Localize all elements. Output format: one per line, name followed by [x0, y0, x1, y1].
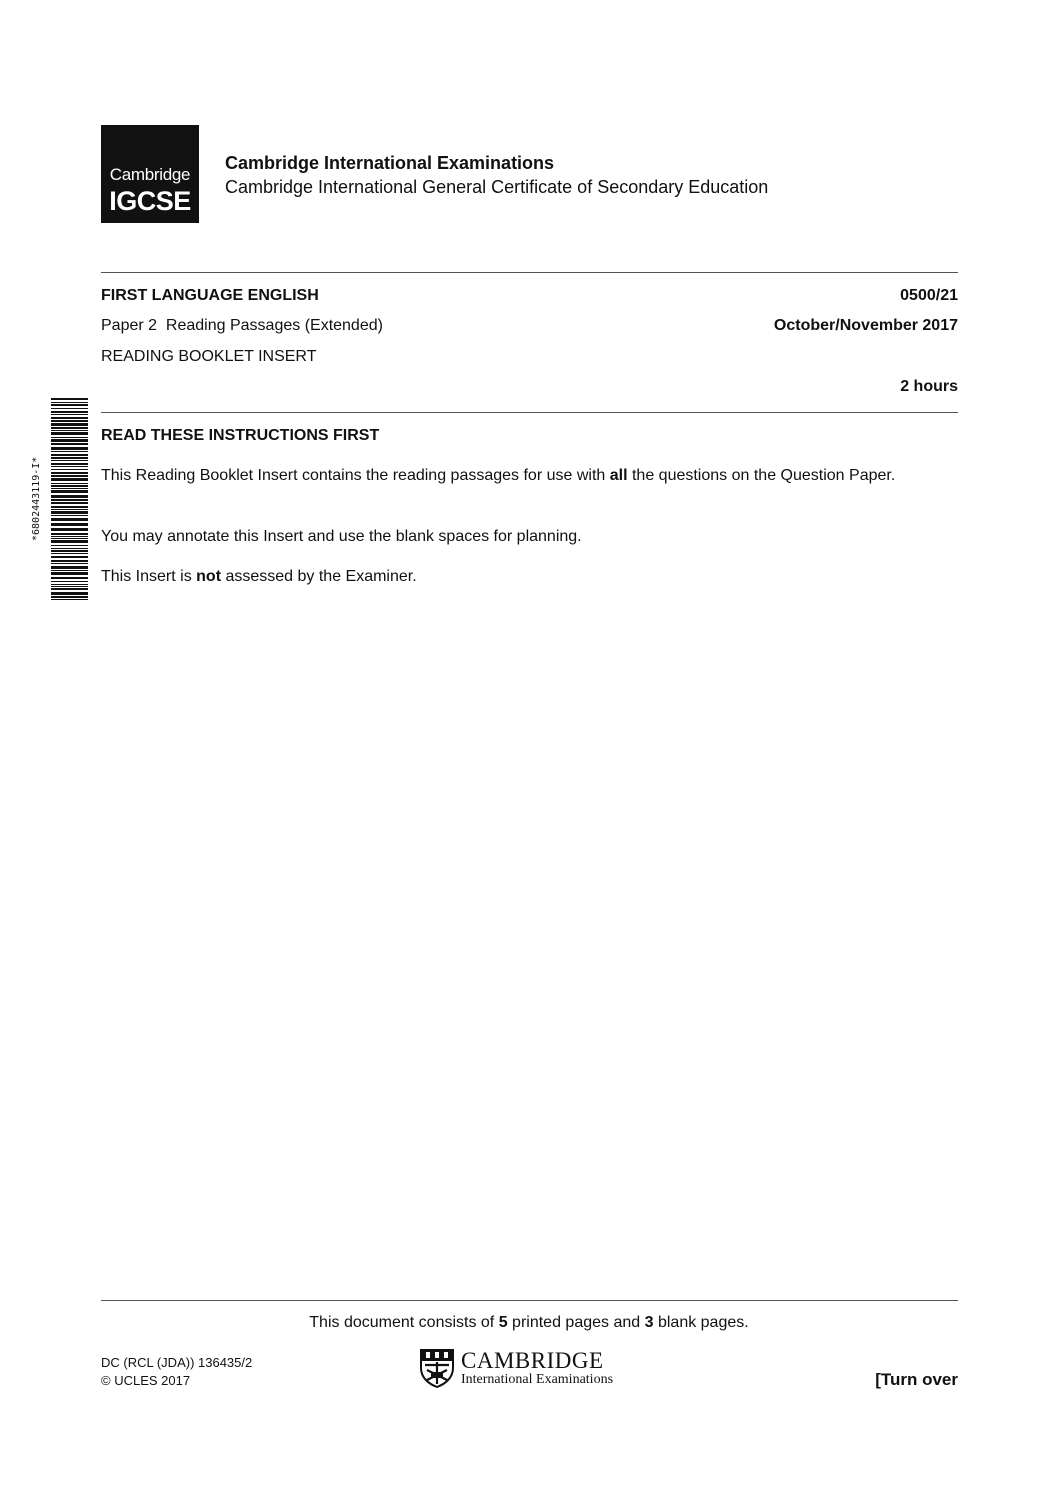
logo-cambridge-text: Cambridge — [109, 165, 191, 184]
barcode-bar-8 — [51, 423, 88, 426]
page-count-text-a: This document consists of — [309, 1314, 499, 1331]
instruction-3-text-a: This Insert is — [101, 568, 197, 585]
barcode-bar-7 — [51, 420, 88, 422]
barcode-bar-17 — [51, 454, 88, 456]
footer-rule — [101, 1300, 958, 1301]
page-count-note — [0, 1314, 1058, 1332]
barcode-bar-33 — [51, 506, 88, 508]
booklet-title: READING BOOKLET INSERT — [101, 348, 317, 365]
barcode-bar-45 — [51, 548, 88, 549]
barcode-bar-19 — [51, 460, 88, 461]
barcode-bar-49 — [51, 560, 88, 562]
barcode-bar-9 — [51, 427, 88, 429]
instruction-paragraph-2: You may annotate this Insert and use the blank spaces for planning. — [101, 528, 582, 545]
barcode-bar-38 — [51, 523, 88, 526]
cambridge-crest-icon — [419, 1348, 455, 1388]
barcode-bar-55 — [51, 581, 88, 582]
barcode-bar-58 — [51, 588, 88, 590]
barcode-bar-32 — [51, 502, 88, 504]
barcode-bar-35 — [51, 511, 88, 514]
barcode-bar-48 — [51, 556, 88, 558]
barcode-bar-37 — [51, 518, 88, 521]
barcode-bar-26 — [51, 483, 88, 484]
barcode-bar-29 — [51, 490, 88, 493]
syllabus-code: 0500/21 — [900, 287, 958, 304]
barcode-digits: *6802443119-I* — [31, 456, 42, 542]
barcode-bar-6 — [51, 417, 88, 419]
instructions-heading: READ THESE INSTRUCTIONS FIRST — [101, 427, 380, 444]
barcode-bar-60 — [51, 596, 88, 598]
paper-title: Paper 2 Reading Passages (Extended) — [101, 317, 383, 334]
instruction-1-text-a: This Reading Booklet Insert contains the reading passages for use with — [101, 467, 610, 484]
barcode-bar-14 — [51, 443, 88, 445]
instruction-1-text-b: the questions on the Question Paper. — [627, 467, 896, 484]
barcode-bar-10 — [51, 430, 88, 431]
cambridge-subtitle: International Examinations — [461, 1372, 614, 1387]
barcode-bar-52 — [51, 570, 88, 571]
copyright-notice: © UCLES 2017 — [101, 1373, 191, 1388]
barcode-bar-28 — [51, 488, 88, 489]
barcode-bar-4 — [51, 411, 88, 413]
barcode-bar-24 — [51, 475, 88, 477]
barcode-bar-61 — [51, 599, 88, 600]
barcode-bar-18 — [51, 457, 88, 459]
barcode-bar-23 — [51, 472, 88, 474]
instruction-3-text-b: assessed by the Examiner. — [221, 568, 417, 585]
barcode-bar-53 — [51, 572, 88, 575]
barcode-bar-0 — [51, 398, 88, 400]
org-title: Cambridge International Examinations — [225, 153, 555, 173]
barcode-bar-56 — [51, 584, 88, 585]
barcode-bar-12 — [51, 437, 88, 438]
barcode-bar-51 — [51, 566, 88, 569]
page-count-text-b: printed pages and — [507, 1314, 645, 1331]
turn-over-label: [Turn over — [875, 1370, 958, 1389]
barcode-bar-54 — [51, 577, 88, 579]
top-rule — [101, 272, 958, 273]
logo-igcse-text: IGCSE — [109, 186, 191, 216]
barcode-bar-16 — [51, 451, 88, 452]
org-subtitle: Cambridge International General Certificate of Secondary Education — [225, 177, 769, 197]
barcode-bar-41 — [51, 536, 88, 537]
igcse-logo — [101, 125, 199, 223]
barcode-bar-57 — [51, 586, 88, 587]
barcode-bar-34 — [51, 509, 88, 510]
barcode-bar-22 — [51, 469, 88, 470]
barcode-bar-46 — [51, 550, 88, 552]
instruction-1-bold: all — [609, 467, 628, 484]
barcode-bar-31 — [51, 499, 88, 501]
barcode-bar-30 — [51, 495, 88, 498]
subject-title: FIRST LANGUAGE ENGLISH — [101, 287, 319, 304]
blank-pages-count: 3 — [644, 1314, 654, 1331]
barcode-bar-21 — [51, 466, 88, 467]
instruction-paragraph-3 — [101, 566, 958, 587]
barcode-bar-5 — [51, 414, 88, 415]
barcode-bar-39 — [51, 528, 88, 531]
barcode-bar-44 — [51, 545, 88, 546]
page-count-text-c: blank pages. — [653, 1314, 749, 1331]
barcode-bar-11 — [51, 432, 88, 435]
instructions-rule — [101, 412, 958, 413]
barcode-bar-20 — [51, 463, 88, 465]
barcode-bar-27 — [51, 485, 88, 487]
barcode-bar-47 — [51, 553, 88, 554]
barcode-bar-1 — [51, 402, 88, 403]
barcode-bar-43 — [51, 540, 88, 543]
instruction-paragraph-1 — [101, 465, 958, 486]
barcode-bar-15 — [51, 447, 88, 450]
barcode-bar-50 — [51, 563, 88, 564]
barcode-bar-59 — [51, 592, 88, 595]
cambridge-wordmark: CAMBRIDGE — [461, 1348, 604, 1373]
barcode-bar-3 — [51, 408, 88, 409]
printed-pages-count: 5 — [498, 1314, 508, 1331]
barcode-bar-25 — [51, 478, 88, 481]
instruction-3-bold: not — [196, 568, 222, 585]
barcode-bar-40 — [51, 533, 88, 535]
exam-session: October/November 2017 — [773, 317, 958, 334]
document-reference: DC (RCL (JDA)) 136435/2 — [101, 1355, 253, 1370]
barcode-bar-2 — [51, 404, 88, 406]
barcode-bar-13 — [51, 439, 88, 442]
exam-duration: 2 hours — [900, 378, 958, 395]
barcode-bar-42 — [51, 538, 88, 539]
barcode-bar-36 — [51, 515, 88, 516]
